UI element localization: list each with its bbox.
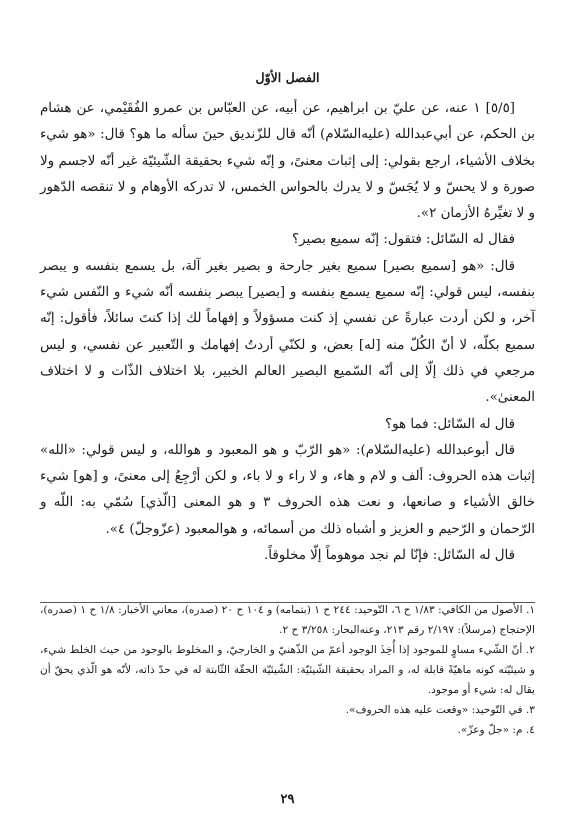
footnote-1: ١. الأصول من الكافي: ١/٨٣ ح ٦، التّوحيد: ٢٤٤ ح ١ (بتمامه) و ١٠٤ ح ٢٠ (صدره)، معاني الأخبار: ١/٨ ح ١ (صدره)، الإحتجاج (مرسلاً): ٢/١٩٧ رقم ٢١٣، وعنه‌البحار: ٣/٢٥٨ ح ٢. (40, 604, 536, 636)
question-paragraph: قال له السّائل: فإنّا لم نجد موهوماً إلّا مخلوقاً. (264, 548, 515, 564)
question-paragraph: قال له السّائل: فما هو؟ (384, 416, 515, 432)
main-text (40, 96, 535, 569)
page-number: ٢٩ (280, 792, 295, 807)
chapter-title: الفصل الأوّل (255, 70, 320, 85)
footnotes (40, 600, 535, 740)
footnote-2: ٢. أنّ الشّيء مساوٍ للموجود إذا أُخِذَ الوجود أعمّ من الذّهنيّ و الخارجيّ، و المخلوط بالوجود من حيث الخلط شيء، و شيئيّته كونه ماهيّةً قابلة له، و المراد بحقيقة الشّيئيّة: الشّيئيّة الحقّة الثّابتة له في حدّ ذاته، لأنّه هو الّذي يحقّ أن يقال له: شيء أو موجود. (40, 644, 535, 696)
answer-paragraph: قال: «هو [سميع بصير] سميع بغير جارحة و بصير بغير آلة، بل يسمع بنفسه و يبصر بنفسه، ليس قولي: إنّه سميع يسمع بنفسه و [بصير] يبصر بنفسه أنّه شيء و النّفس شيء آخر، و لكن أردت عبارةً عن نفسي إذ كنت مسؤولاً و إفهاماً لك إذا كنتَ سائلاً، فأقول: إنّه سميع بكلّه، لا أنّ الكُلّ منه [له] بعض، و لكنّي أردتُ إفهامك و التّعبير عن نفسي، و ليس مرجعي في ذلك إلّا إلى أنّه السّميع البصير العالم الخبير، بلا اختلاف الذّات و لا اختلاف المعنىٰ». (40, 258, 535, 406)
hadith-paragraph: [٥/٥] ١ عنه، عن عليّ بن ابراهيم، عن أبيه، عن العبّاس بن عمرو الفُقَيْمي، عن هشام بن الحكم، عن أبي‌عبدالله (عليه‌السّلام) أنّه قال للزّنديق حينَ سأله ما هو؟ قال: «هو شيء بخلاف الأشياء، ارجع بقولي: إلى إثبات معنىً، و إنّه شيء بحقيقة الشّيئيّة غير أنّه لاجسم ولا صورة و لا يحسّ و لا يُجَسّ و لا يدرك بالحواس الخمس، لا تدركه الأوهام و لا تنقصه الدّهور و لا تغيِّرهُ الأزمان ٢». (40, 101, 535, 222)
answer-paragraph: قال أبوعبدالله (عليه‌السّلام): «هو الرّبّ و هو المعبود و هوالله، و ليس قولي: «الله» إثبات هذه الحروف: ألف و لام و هاء، و لا راء و لا باء، و لكن أرْجِعُ إلى معنىً، و [هو] شيء خالق الأشياء و صانعها، و نعت هذه الحروف ٣ و هو المعنى [الّذي] سُمّي به: اللّه و الرّحمان و الرّحيم و العزيز و أشباه ذلك من أسمائه، و هوالمعبود (عزّوجلّ) ٤». (40, 442, 535, 537)
question-paragraph: فقال له السّائل: فتقول: إنّه سميع بصير؟ (292, 232, 515, 248)
footnote-3: ٣. في التّوحيد: «وقعت عليه هذه الحروف». (345, 704, 535, 716)
footnote-4: ٤. م: «جلّ وعزّ». (457, 724, 535, 736)
